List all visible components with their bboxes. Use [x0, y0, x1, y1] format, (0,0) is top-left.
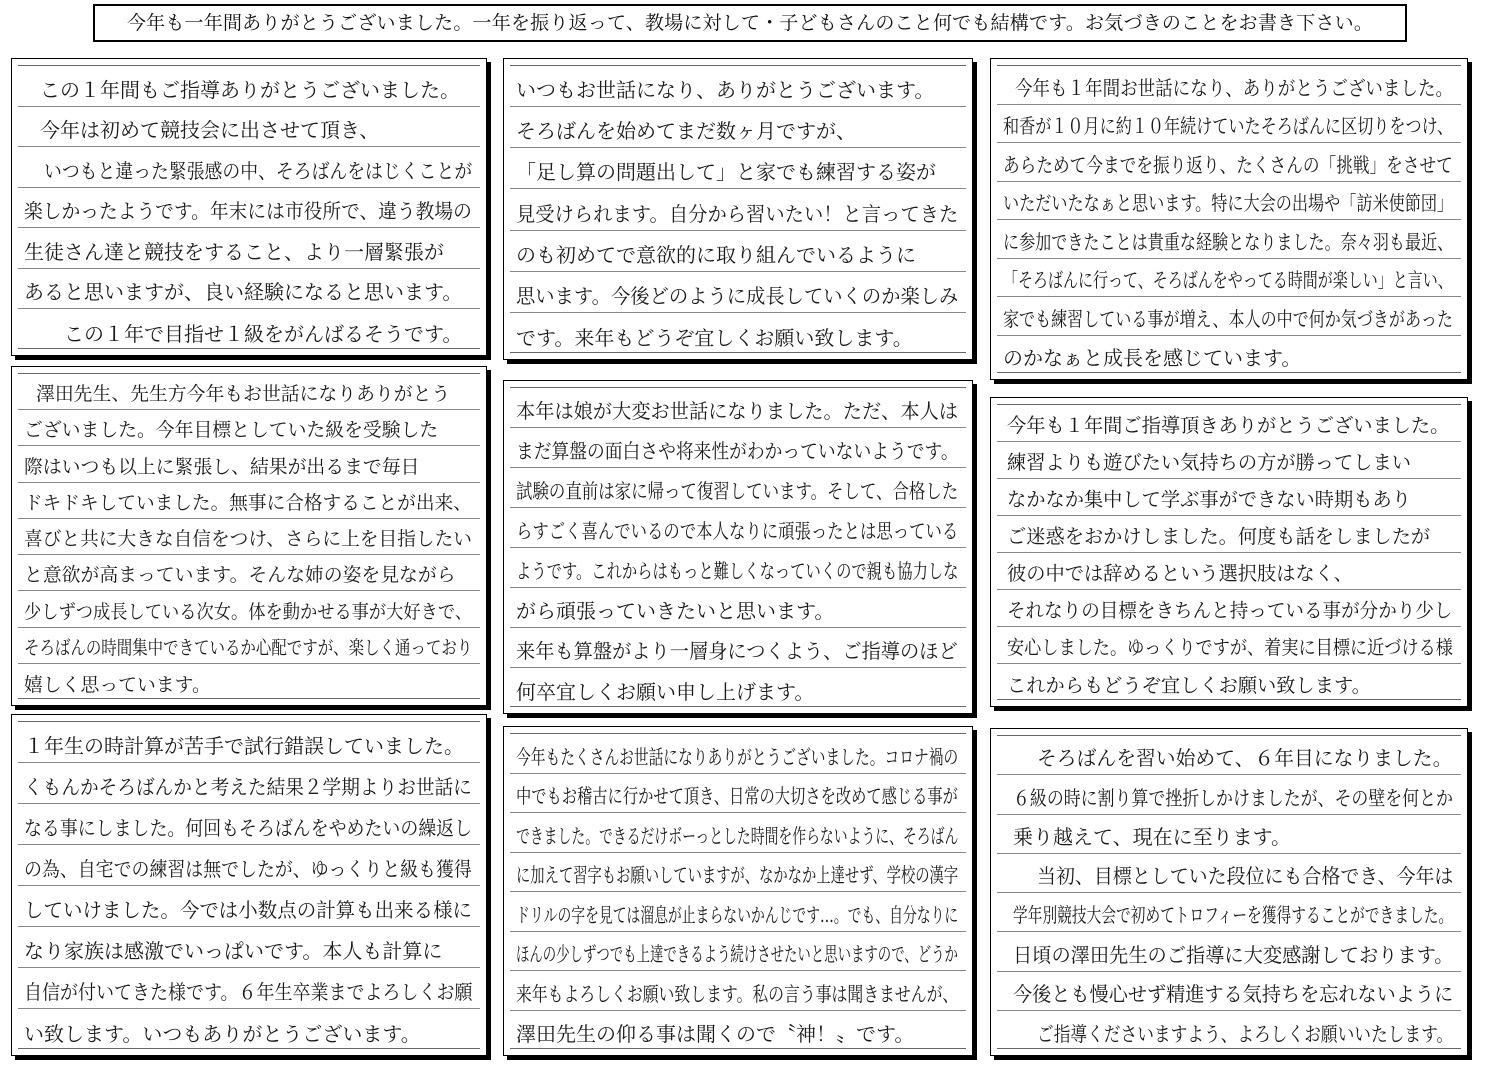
handwritten-line [510, 272, 966, 313]
handwritten-line [18, 374, 480, 410]
ruled-lines [510, 733, 966, 1049]
line-text: 練習よりも遊びたい気持ちの方が勝ってしまい [1007, 451, 1411, 474]
line-text: なり家族は感激でいっぱいです。本人も計算に [24, 939, 443, 963]
handwritten-line [997, 105, 1461, 144]
line-text: 学年別競技大会で初めてトロフィーを獲得することができました。 [1013, 903, 1454, 928]
handwritten-line [997, 664, 1461, 700]
line-text: できました。できるだけボーっとした時間を作らないように、そろばん [516, 823, 959, 848]
comment-card-9 [990, 728, 1468, 1056]
line-text: 喜びと共に大きな自信をつけ、さらに上を目指したい [24, 529, 472, 551]
handwritten-line [997, 479, 1461, 516]
line-text: なる事にしました。何回もそろばんをやめたいの繰返し [24, 816, 472, 840]
line-text: 澤田先生、先生方今年もお世話になりありがとう [36, 384, 451, 406]
handwritten-line [997, 182, 1461, 221]
line-text: 日頃の澤田先生のご指導に大変感謝しております。 [1013, 942, 1454, 967]
handwritten-line [997, 442, 1461, 479]
line-text: のも初めてで意欲的に取り組んでいるように [516, 242, 916, 267]
line-text: 嬉しく思っています。 [24, 674, 211, 696]
line-text: ご迷惑をおかけしました。何度も話をしましたが [1007, 525, 1431, 548]
line-text: あると思いますが、良い経験になると思います。 [24, 280, 463, 305]
handwritten-line [18, 66, 480, 107]
ruled-lines [510, 387, 966, 707]
line-text: 今年もたくさんお世話になりありがとうございました。コロナ禍の [516, 744, 959, 769]
handwritten-line [510, 932, 966, 972]
survey-header: 今年も一年間ありがとうございました。一年を振り返って、教場に対して・子どもさんのこと何でも結構です。お気づきのことをお書き下さい。 [93, 4, 1407, 42]
ruled-lines [997, 65, 1461, 373]
line-text: そろばんを習い始めて、６年目になりました。 [1037, 746, 1453, 771]
handwritten-line [18, 722, 480, 763]
handwritten-line [18, 763, 480, 804]
comment-card-3 [990, 58, 1468, 380]
handwritten-line [997, 259, 1461, 298]
line-text: 来年も算盤がより一層身につくよう、ご指導のほど [516, 639, 958, 663]
line-text: の為、自宅での練習は無でしたが、ゆっくりと級も獲得 [24, 857, 472, 881]
handwritten-line [510, 148, 966, 189]
line-text: に加えて習字もお願いしていますが、なかなか上達せず、学校の漢字 [516, 863, 959, 887]
line-text: これからもどうぞ宜しくお願い致します。 [1007, 674, 1371, 697]
handwritten-line [18, 968, 480, 1009]
line-text: 本年は娘が大変お世話になりました。ただ、本人は [516, 399, 959, 423]
handwritten-line [997, 553, 1461, 590]
line-text: 当初、目標としていた段位にも合格でき、今年は [1037, 864, 1454, 888]
handwritten-line [510, 548, 966, 588]
handwritten-line [18, 519, 480, 555]
line-text: のかなぁと成長を感じています。 [1003, 346, 1302, 370]
comment-card-7 [11, 714, 487, 1056]
handwritten-line [997, 143, 1461, 182]
handwritten-line [510, 107, 966, 148]
line-text: くもんかそろばんかと考えた結果２学期よりお世話に [24, 775, 472, 799]
ruled-lines [18, 373, 480, 699]
line-text: 彼の中では辞めるという選択肢はなく、 [1007, 562, 1353, 585]
line-text: らすごく喜んでいるので本人なりに頑張ったとは思っている [516, 519, 959, 543]
line-text: 今年は初めて競技会に出させて頂き、 [40, 118, 380, 143]
line-text: 今後とも慢心せず精進する気持ちを忘れないように [1013, 981, 1454, 1006]
ruled-lines [997, 735, 1461, 1049]
line-text: 試験の直前は家に帰って復習しています。そして、合格した [516, 479, 959, 503]
handwritten-line [18, 1009, 480, 1049]
ruled-lines [510, 65, 966, 353]
handwritten-line [18, 664, 480, 699]
handwritten-line [997, 336, 1461, 374]
handwritten-line [997, 220, 1461, 259]
comment-card-6 [990, 397, 1468, 707]
line-text: この１年で目指せ１級をがんばるそうです。 [64, 321, 463, 346]
handwritten-line [510, 189, 966, 230]
handwritten-line [18, 410, 480, 446]
handwritten-line [510, 734, 966, 774]
handwritten-line [997, 736, 1461, 775]
comment-card-4 [11, 366, 487, 706]
handwritten-line [18, 107, 480, 148]
line-text: 少しずつ成長している次女。体を動かせる事が大好きで、 [24, 601, 473, 623]
handwritten-line [18, 269, 480, 310]
line-text: いつもと違った緊張感の中、そろばんをはじくことが [44, 158, 473, 183]
line-text: 安心しました。ゆっくりですが、着実に目標に近づける様 [1007, 636, 1453, 659]
handwritten-line [997, 1011, 1461, 1049]
line-text: がら頑張っていきたいと思います。 [516, 599, 835, 623]
line-text: いつもお世話になり、ありがとうございます。 [516, 78, 935, 103]
handwritten-line [18, 628, 480, 664]
line-text: この１年間もご指導ありがとうございました。 [40, 77, 460, 102]
handwritten-line [18, 228, 480, 269]
line-text: です。来年もどうぞ宜しくお願い致します。 [516, 325, 913, 350]
handwritten-line [997, 405, 1461, 442]
handwritten-line [997, 627, 1461, 664]
handwritten-line [997, 854, 1461, 893]
line-text: 際はいつも以上に緊張し、結果が出るまで毎日 [24, 456, 420, 478]
handwritten-line [997, 893, 1461, 932]
handwritten-line [510, 66, 966, 107]
handwritten-line [997, 297, 1461, 336]
handwritten-line [510, 508, 966, 548]
handwritten-line [510, 231, 966, 272]
comment-card-2 [503, 58, 973, 360]
line-text: ようです。これからはもっと難しくなっていくので親も協力しな [516, 559, 959, 583]
handwritten-line [18, 845, 480, 886]
handwritten-line [997, 972, 1461, 1011]
line-text: 楽しかったようです。年末には市役所で、違う教場の [24, 199, 472, 224]
ruled-lines [18, 721, 480, 1049]
line-text: 今年も１年間ご指導頂きありがとうございました。 [1007, 414, 1450, 437]
comment-card-8 [503, 726, 973, 1056]
line-text: 中でもお稽古に行かせて頂き、日常の大切さを改めて感じる事が [516, 784, 958, 808]
handwritten-line [510, 853, 966, 893]
line-text: に参加できたことは貴重な経験となりました。奈々羽も最近、 [1003, 229, 1454, 254]
handwritten-line [18, 804, 480, 845]
line-text: 家でも練習している事が増え、本人の中で何か気づきがあった [1003, 306, 1453, 331]
line-text: と意欲が高まっています。そんな姉の姿を見ながら [24, 565, 456, 587]
handwritten-line [997, 66, 1461, 105]
handwritten-line [18, 555, 480, 591]
handwritten-line [18, 188, 480, 229]
line-text: 生徒さん達と競技をすること、より一層緊張が [24, 239, 444, 264]
line-text: 思います。今後どのように成長していくのか楽しみ [516, 283, 959, 308]
ruled-lines [18, 65, 480, 349]
line-text: ほんの少しずつでも上達できるよう続けさせたいと思いますので、どうか [516, 942, 958, 966]
line-text: い致します。いつもありがとうございます。 [24, 1022, 421, 1046]
line-text: あらためて今までを振り返り、たくさんの「挑戦」をさせて [1003, 152, 1453, 177]
handwritten-line [510, 1011, 966, 1050]
line-text: 見受けられます。自分から習いたい！と言ってきた [516, 201, 959, 226]
handwritten-line [510, 971, 966, 1011]
handwritten-line [510, 468, 966, 508]
line-text: していけました。今では小数点の計算も出来る様に [24, 898, 473, 922]
handwritten-line [18, 886, 480, 927]
line-text: そろばんを始めてまだ数ヶ月ですが、 [516, 119, 856, 144]
comment-card-5 [503, 380, 973, 714]
line-text: そろばんの時間集中できているか心配ですが、楽しく通っており [24, 637, 473, 659]
line-text: なかなか集中して学ぶ事ができない時期もあり [1007, 488, 1411, 511]
line-text: 「足し算の問題出して」と家でも練習する姿が [516, 160, 936, 185]
handwritten-line [510, 668, 966, 707]
handwritten-line [997, 932, 1461, 971]
handwritten-line [18, 591, 480, 627]
line-text: いただいたなぁと思います。特に大会の出場や「訪米使節団」 [1003, 191, 1454, 215]
line-text: ございました。今年目標としていた級を受験した [24, 420, 439, 442]
line-text: それなりの目標をきちんと持っている事が分かり少し [1007, 599, 1453, 622]
ruled-lines [997, 404, 1461, 700]
line-text: ドキドキしていました。無事に合格することが出来、 [24, 492, 472, 514]
handwritten-line [510, 892, 966, 932]
handwritten-line [18, 309, 480, 349]
handwritten-line [510, 774, 966, 814]
handwritten-line [18, 483, 480, 519]
line-text: 何卒宜しくお願い申し上げます。 [516, 680, 815, 704]
line-text: 澤田先生の仰る事は聞くので〝神！〟です。 [516, 1022, 915, 1046]
handwritten-line [510, 628, 966, 668]
handwritten-line [997, 590, 1461, 627]
handwritten-line [18, 446, 480, 482]
comment-card-1 [11, 58, 487, 356]
line-text: ドリルの字を見ては溜息が止まらないかんじです…。でも、自分なりに [516, 902, 959, 927]
line-text: 「そろばんに行って、そろばんをやってる時間が楽しい」と言い、 [1003, 268, 1453, 292]
handwritten-line [510, 588, 966, 628]
line-text: 和香が１０月に約１０年続けていたそろばんに区切りをつけ、 [1003, 114, 1454, 138]
handwritten-line [997, 775, 1461, 814]
handwritten-line [997, 815, 1461, 854]
line-text: 来年もよろしくお願い致します。私の言う事は聞きませんが、 [516, 981, 959, 1006]
line-text: 今年も１年間お世話になり、ありがとうございました。 [1015, 75, 1453, 100]
handwritten-line [510, 813, 966, 853]
handwritten-line [18, 147, 480, 188]
handwritten-line [18, 927, 480, 968]
line-text: ６級の時に割り算で挫折しかけましたが、その壁を何とか [1013, 785, 1453, 810]
line-text: ご指導くださいますよう、よろしくお願いいたします。 [1037, 1022, 1454, 1046]
line-text: まだ算盤の面白さや将来性がわかっていないようです。 [516, 439, 959, 463]
handwritten-line [510, 313, 966, 353]
line-text: 自信が付いてきた様です。６年生卒業までよろしくお願 [24, 980, 473, 1004]
line-text: 乗り越えて、現在に至ります。 [1013, 824, 1291, 849]
handwritten-line [510, 388, 966, 428]
line-text: １年生の時計算が苦手で試行錯誤していました。 [24, 734, 464, 758]
handwritten-line [997, 516, 1461, 553]
handwritten-line [510, 428, 966, 468]
